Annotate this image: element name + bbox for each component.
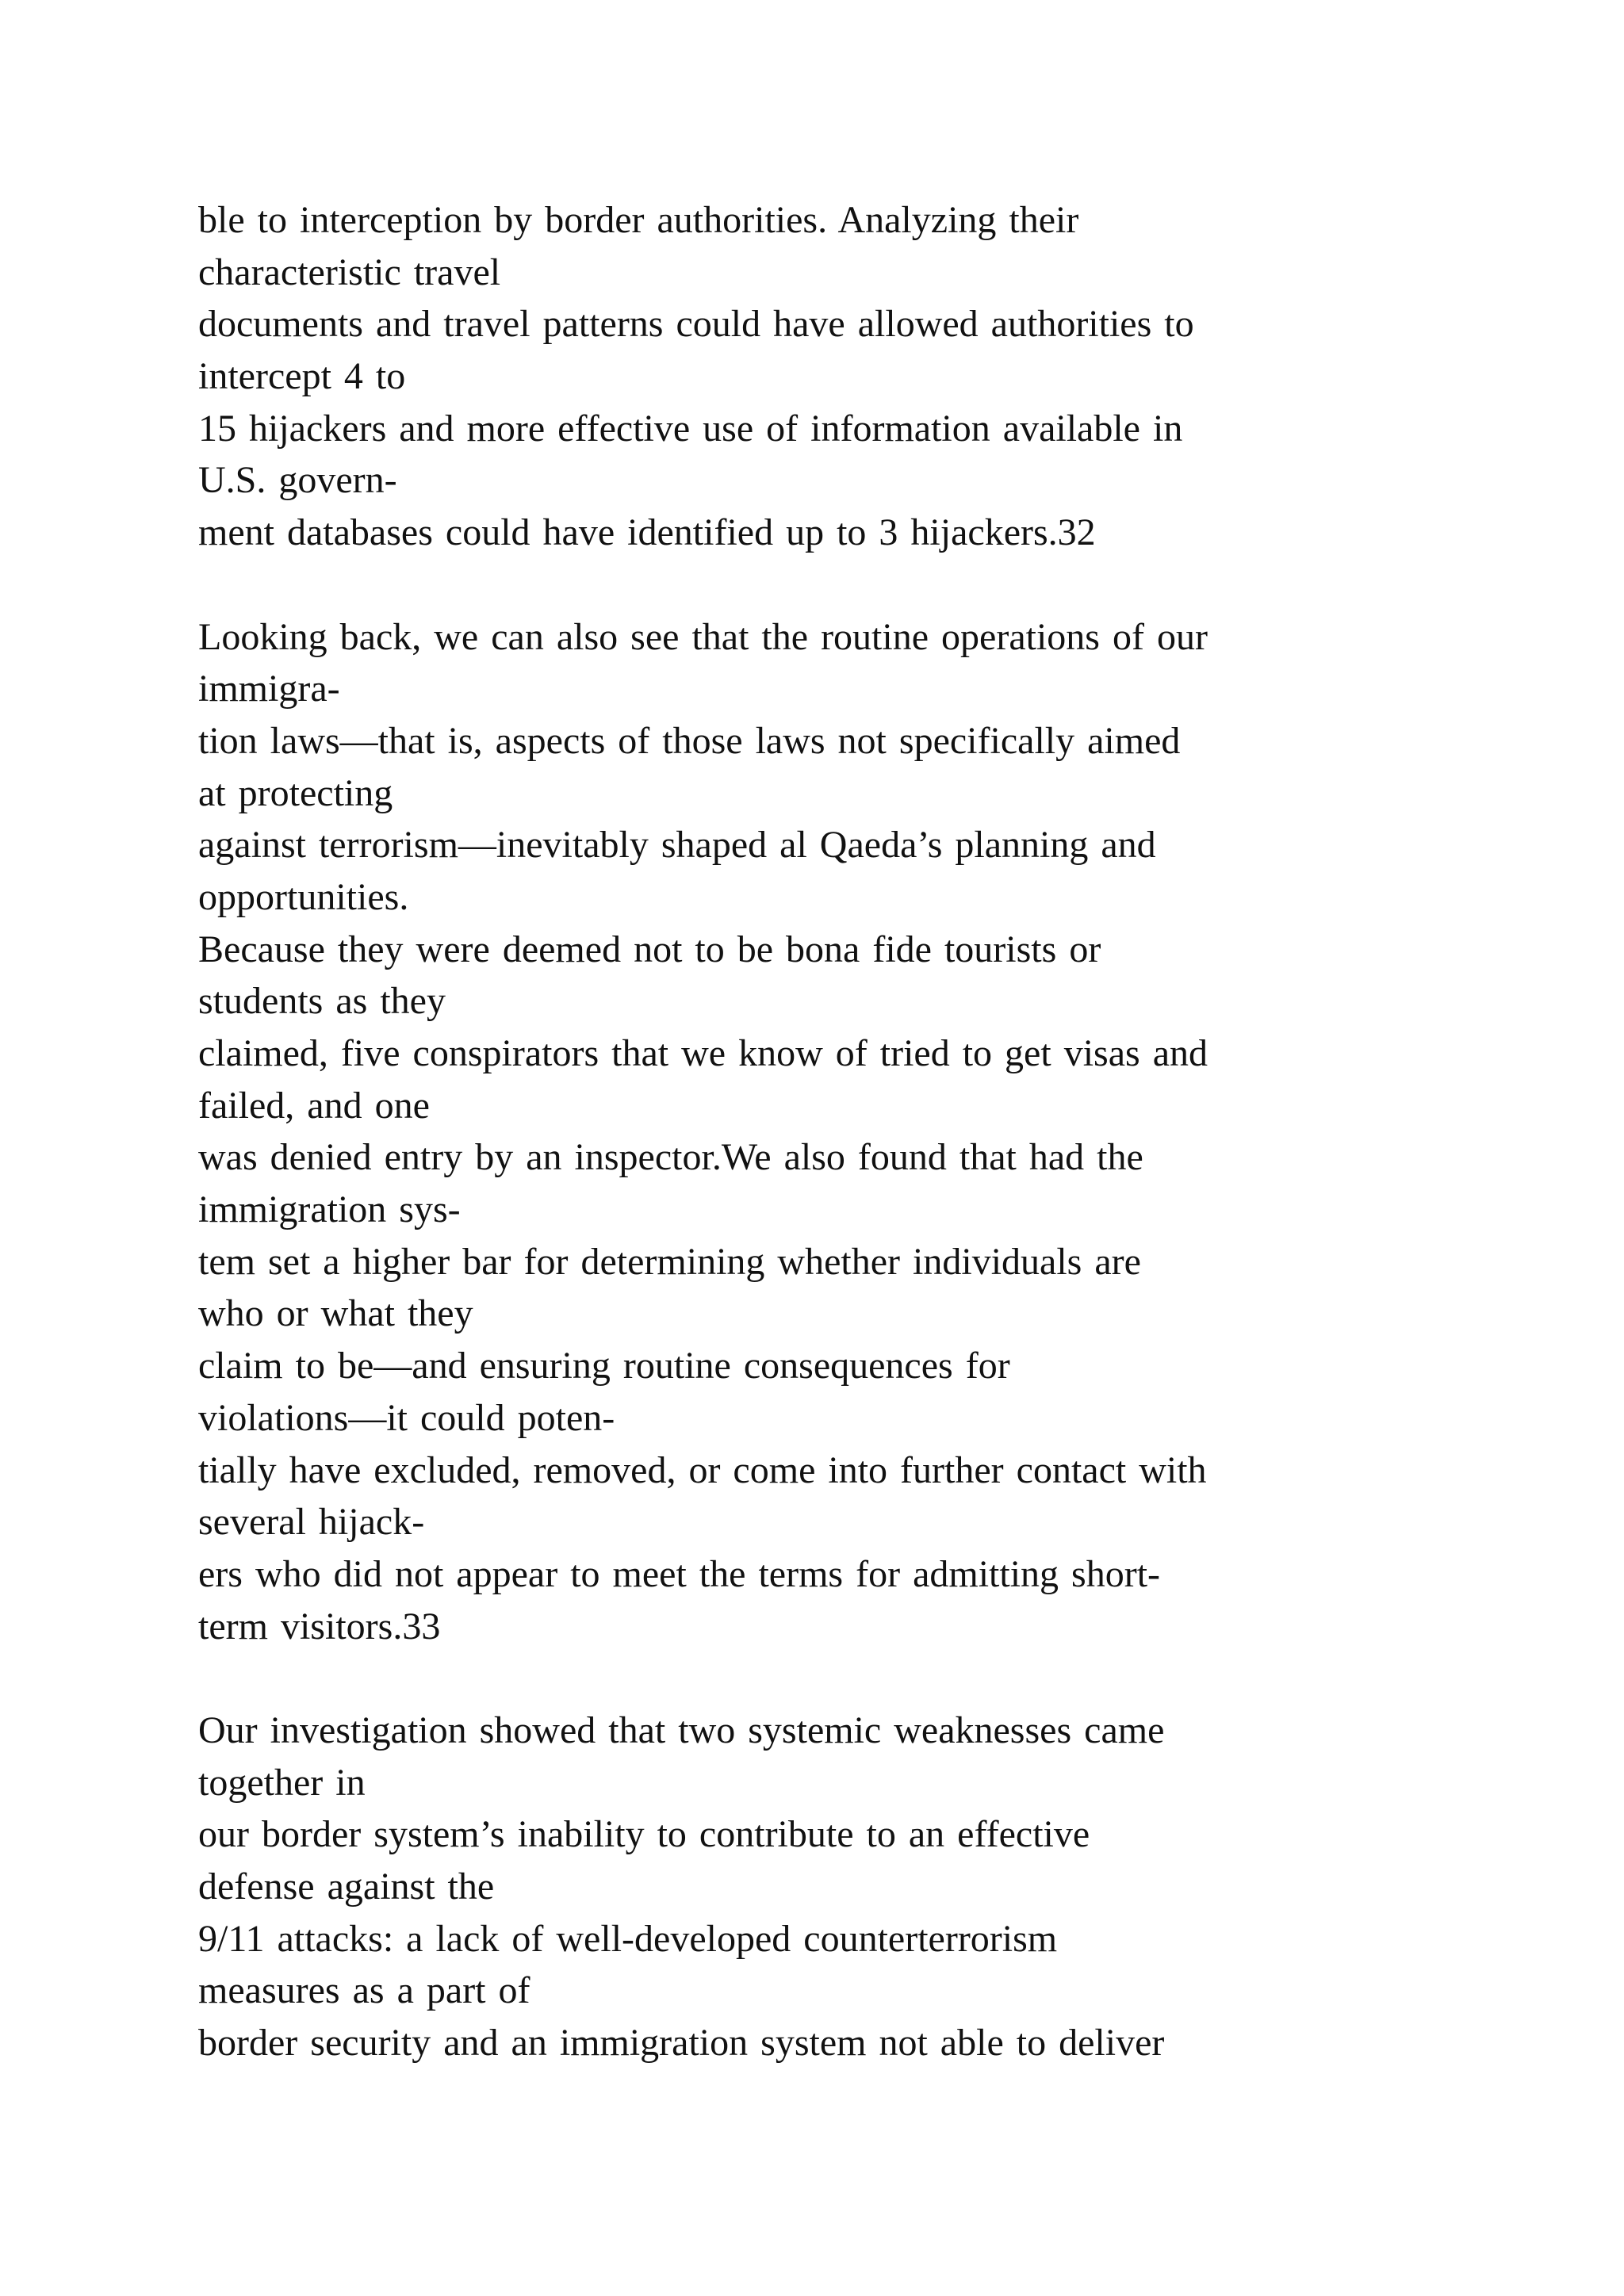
body-text <box>198 194 1507 2069</box>
text-line: ers who did not appear to meet the terms for admitting short- <box>198 1552 1161 1595</box>
text-line: U.S. govern- <box>198 459 397 502</box>
text-line: was denied entry by an inspector.We also found that had the <box>198 1136 1143 1179</box>
text-line: together in <box>198 1761 366 1804</box>
text-line: claimed, five conspirators that we know of tried to get visas and <box>198 1032 1208 1074</box>
text-line: who or what they <box>198 1292 473 1335</box>
text-line: 15 hijackers and more effective use of information available in <box>198 407 1183 450</box>
paragraph-3 <box>198 1705 1507 2069</box>
text-line: immigra- <box>198 668 340 710</box>
text-line: several hijack- <box>198 1501 425 1544</box>
text-line: ble to interception by border authorities. Analyzing their <box>198 199 1079 241</box>
text-line: intercept 4 to <box>198 355 406 398</box>
paragraph-break <box>198 559 1507 611</box>
text-line: 9/11 attacks: a lack of well-developed counterterrorism <box>198 1917 1058 1960</box>
text-line: term visitors.33 <box>198 1605 441 1647</box>
text-line: characteristic travel <box>198 251 501 293</box>
text-line: tially have excluded, removed, or come into further contact with <box>198 1448 1207 1491</box>
text-line: claim to be—and ensuring routine consequences for <box>198 1345 1010 1387</box>
text-line: immigration sys- <box>198 1188 461 1231</box>
text-line: opportunities. <box>198 875 409 918</box>
text-line: tem set a higher bar for determining whether individuals are <box>198 1240 1141 1283</box>
text-line: defense against the <box>198 1866 495 1908</box>
text-line: Looking back, we can also see that the routine operations of our <box>198 615 1208 658</box>
text-line: Because they were deemed not to be bona fide tourists or <box>198 928 1101 970</box>
paragraph-2 <box>198 611 1507 1653</box>
text-line: at protecting <box>198 771 393 814</box>
text-line: tion laws—that is, aspects of those laws not specifically aimed <box>198 719 1181 762</box>
text-line: failed, and one <box>198 1084 430 1127</box>
text-line: documents and travel patterns could have allowed authorities to <box>198 303 1194 346</box>
text-line: against terrorism—inevitably shaped al Qaeda’s planning and <box>198 824 1156 867</box>
text-line: students as they <box>198 980 446 1023</box>
text-line: Our investigation showed that two systemic weaknesses came <box>198 1709 1165 1751</box>
paragraph-break <box>198 1652 1507 1705</box>
text-line: our border system’s inability to contribute to an effective <box>198 1813 1090 1856</box>
text-line: border security and an immigration system not able to deliver <box>198 2022 1165 2064</box>
text-line: ment databases could have identified up to 3 hijackers.32 <box>198 511 1096 554</box>
text-line: violations—it could poten- <box>198 1396 615 1439</box>
paragraph-1 <box>198 194 1507 559</box>
text-line: measures as a part of <box>198 1969 530 2012</box>
